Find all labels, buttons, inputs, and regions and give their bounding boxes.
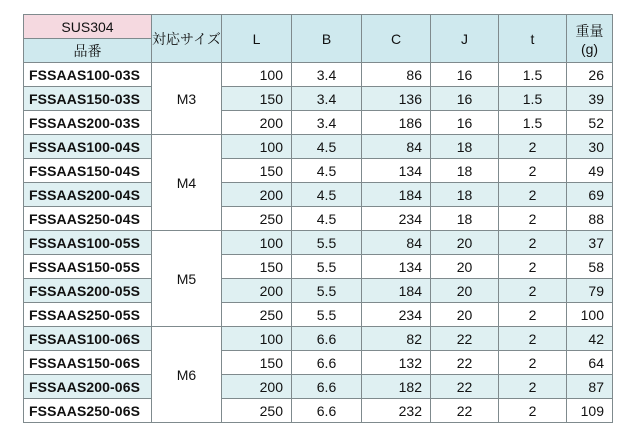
J-cell: 20 xyxy=(431,303,499,327)
t-cell: 2 xyxy=(499,159,567,183)
spec-table xyxy=(23,14,613,423)
B-cell: 5.5 xyxy=(292,231,362,255)
C-cell: 136 xyxy=(362,87,431,111)
weight-cell: 58 xyxy=(567,255,613,279)
column-header-C: C xyxy=(362,15,431,63)
C-cell: 184 xyxy=(362,183,431,207)
L-cell: 200 xyxy=(222,279,292,303)
J-cell: 22 xyxy=(431,327,499,351)
table-row xyxy=(24,399,613,423)
L-cell: 250 xyxy=(222,303,292,327)
t-cell: 1.5 xyxy=(499,87,567,111)
column-header-J: J xyxy=(431,15,499,63)
table-row xyxy=(24,351,613,375)
C-cell: 82 xyxy=(362,327,431,351)
size-cell: M4 xyxy=(152,135,222,231)
part-number-cell: FSSAAS100-05S xyxy=(24,231,152,255)
C-cell: 182 xyxy=(362,375,431,399)
part-number-cell: FSSAAS150-06S xyxy=(24,351,152,375)
table-row xyxy=(24,231,613,255)
C-cell: 184 xyxy=(362,279,431,303)
J-cell: 18 xyxy=(431,159,499,183)
B-cell: 3.4 xyxy=(292,63,362,87)
column-header-weight: 重量(g) xyxy=(567,15,613,63)
part-number-cell: FSSAAS100-03S xyxy=(24,63,152,87)
B-cell: 3.4 xyxy=(292,87,362,111)
weight-cell: 26 xyxy=(567,63,613,87)
header-row-material xyxy=(24,15,613,39)
J-cell: 18 xyxy=(431,183,499,207)
part-number-cell: FSSAAS100-04S xyxy=(24,135,152,159)
column-header-B: B xyxy=(292,15,362,63)
weight-cell: 42 xyxy=(567,327,613,351)
weight-cell: 37 xyxy=(567,231,613,255)
t-cell: 2 xyxy=(499,351,567,375)
part-number-cell: FSSAAS200-06S xyxy=(24,375,152,399)
J-cell: 18 xyxy=(431,207,499,231)
B-cell: 4.5 xyxy=(292,183,362,207)
table-row xyxy=(24,159,613,183)
part-number-header: 品番 xyxy=(24,39,152,63)
t-cell: 2 xyxy=(499,303,567,327)
table-row xyxy=(24,255,613,279)
J-cell: 20 xyxy=(431,255,499,279)
L-cell: 150 xyxy=(222,255,292,279)
B-cell: 3.4 xyxy=(292,111,362,135)
B-cell: 6.6 xyxy=(292,375,362,399)
weight-cell: 52 xyxy=(567,111,613,135)
B-cell: 6.6 xyxy=(292,351,362,375)
L-cell: 100 xyxy=(222,63,292,87)
size-cell: M6 xyxy=(152,327,222,423)
J-cell: 22 xyxy=(431,351,499,375)
J-cell: 20 xyxy=(431,279,499,303)
C-cell: 84 xyxy=(362,135,431,159)
L-cell: 200 xyxy=(222,375,292,399)
L-cell: 150 xyxy=(222,351,292,375)
size-cell: M3 xyxy=(152,63,222,135)
size-column-header: 対応サイズ xyxy=(152,15,222,63)
table-row xyxy=(24,183,613,207)
weight-cell: 100 xyxy=(567,303,613,327)
column-header-t: t xyxy=(499,15,567,63)
part-number-cell: FSSAAS200-04S xyxy=(24,183,152,207)
table-body xyxy=(24,15,613,423)
table-row xyxy=(24,375,613,399)
L-cell: 250 xyxy=(222,399,292,423)
t-cell: 2 xyxy=(499,375,567,399)
J-cell: 22 xyxy=(431,375,499,399)
part-number-cell: FSSAAS250-05S xyxy=(24,303,152,327)
part-number-cell: FSSAAS100-06S xyxy=(24,327,152,351)
part-number-cell: FSSAAS250-06S xyxy=(24,399,152,423)
J-cell: 20 xyxy=(431,231,499,255)
L-cell: 150 xyxy=(222,87,292,111)
t-cell: 2 xyxy=(499,279,567,303)
weight-cell: 64 xyxy=(567,351,613,375)
C-cell: 86 xyxy=(362,63,431,87)
J-cell: 16 xyxy=(431,63,499,87)
weight-cell: 88 xyxy=(567,207,613,231)
weight-cell: 87 xyxy=(567,375,613,399)
C-cell: 234 xyxy=(362,303,431,327)
B-cell: 6.6 xyxy=(292,399,362,423)
C-cell: 132 xyxy=(362,351,431,375)
C-cell: 186 xyxy=(362,111,431,135)
C-cell: 134 xyxy=(362,159,431,183)
weight-cell: 79 xyxy=(567,279,613,303)
J-cell: 16 xyxy=(431,87,499,111)
part-number-cell: FSSAAS150-03S xyxy=(24,87,152,111)
table-row xyxy=(24,303,613,327)
size-cell: M5 xyxy=(152,231,222,327)
weight-cell: 49 xyxy=(567,159,613,183)
L-cell: 150 xyxy=(222,159,292,183)
t-cell: 2 xyxy=(499,399,567,423)
t-cell: 2 xyxy=(499,183,567,207)
table-row xyxy=(24,327,613,351)
weight-cell: 39 xyxy=(567,87,613,111)
B-cell: 5.5 xyxy=(292,279,362,303)
table-row xyxy=(24,111,613,135)
t-cell: 2 xyxy=(499,207,567,231)
table-row xyxy=(24,135,613,159)
L-cell: 200 xyxy=(222,183,292,207)
L-cell: 100 xyxy=(222,327,292,351)
t-cell: 2 xyxy=(499,255,567,279)
C-cell: 134 xyxy=(362,255,431,279)
J-cell: 22 xyxy=(431,399,499,423)
B-cell: 5.5 xyxy=(292,255,362,279)
L-cell: 200 xyxy=(222,111,292,135)
J-cell: 16 xyxy=(431,111,499,135)
B-cell: 4.5 xyxy=(292,207,362,231)
weight-cell: 69 xyxy=(567,183,613,207)
B-cell: 5.5 xyxy=(292,303,362,327)
part-number-cell: FSSAAS200-05S xyxy=(24,279,152,303)
L-cell: 100 xyxy=(222,231,292,255)
part-number-cell: FSSAAS250-04S xyxy=(24,207,152,231)
C-cell: 232 xyxy=(362,399,431,423)
weight-cell: 109 xyxy=(567,399,613,423)
C-cell: 234 xyxy=(362,207,431,231)
t-cell: 2 xyxy=(499,135,567,159)
part-number-cell: FSSAAS150-04S xyxy=(24,159,152,183)
table-row xyxy=(24,63,613,87)
L-cell: 100 xyxy=(222,135,292,159)
table-row xyxy=(24,279,613,303)
t-cell: 1.5 xyxy=(499,111,567,135)
weight-cell: 30 xyxy=(567,135,613,159)
column-header-L: L xyxy=(222,15,292,63)
t-cell: 2 xyxy=(499,231,567,255)
J-cell: 18 xyxy=(431,135,499,159)
t-cell: 1.5 xyxy=(499,63,567,87)
table-row xyxy=(24,87,613,111)
B-cell: 4.5 xyxy=(292,159,362,183)
B-cell: 4.5 xyxy=(292,135,362,159)
C-cell: 84 xyxy=(362,231,431,255)
part-number-cell: FSSAAS200-03S xyxy=(24,111,152,135)
t-cell: 2 xyxy=(499,327,567,351)
B-cell: 6.6 xyxy=(292,327,362,351)
table-row xyxy=(24,207,613,231)
L-cell: 250 xyxy=(222,207,292,231)
part-number-cell: FSSAAS150-05S xyxy=(24,255,152,279)
material-header: SUS304 xyxy=(24,15,152,39)
